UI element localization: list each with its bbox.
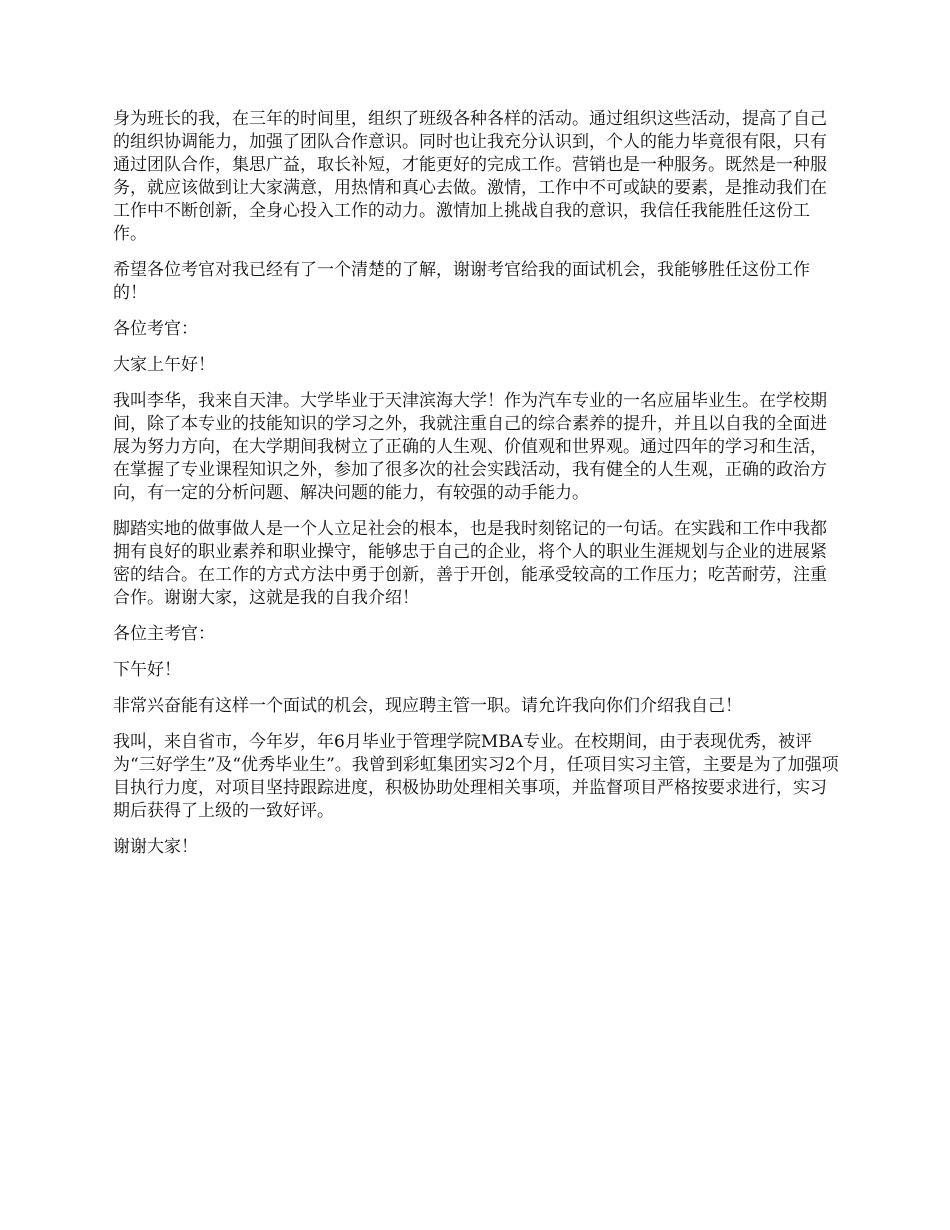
greeting-morning: 大家上午好！ xyxy=(113,355,215,375)
paragraph-self-intro-lihua: 我叫李华，我来自天津。大学毕业于天津滨海大学！作为汽车专业的一名应届毕业生。在学校期间，除了本专业的技能知识的学习之外，我就注重自己的综合素养的提升，并且以自我的全面进展为努力方向，在大学期间我树立了正确的人生观、价值观和世界观。通过四年的学习和生活，在掌握了专业课程知识之外，参加了很多次的社会实践活动，我有健全的人生观，正确的政治方向，有一定的分析问题、解决问题的能力，有较强的动手能力。 xyxy=(113,391,827,503)
closing-thanks: 谢谢大家！ xyxy=(113,837,198,857)
paragraph-hope-examiners: 希望各位考官对我已经有了一个清楚的了解，谢谢考官给我的面试机会，我能够胜任这份工作的！ xyxy=(113,260,810,303)
paragraph-self-intro-mba: 我叫，来自省市，今年岁，年6月毕业于管理学院MBA专业。在校期间，由于表现优秀，被评为“三好学生”及“优秀毕业生”。我曾到彩虹集团实习2个月，任项目实习主管，主要是为了加强项目执行力度，对项目坚持跟踪进度，积极协助处理相关事项，并监督项目严格按要求进行，实习期后获得了上级的一致好评。 xyxy=(113,732,839,821)
paragraph-down-to-earth: 脚踏实地的做事做人是一个人立足社会的根本，也是我时刻铭记的一句话。在实践和工作中我都拥有良好的职业素养和职业操守，能够忠于自己的企业，将个人的职业生涯规划与企业的进展紧密的结合。在工作的方式方法中勇于创新，善于开创，能承受较高的工作压力；吃苦耐劳，注重合作。谢谢大家，这就是我的自我介绍！ xyxy=(113,519,827,608)
paragraph-excited-opportunity: 非常兴奋能有这样一个面试的机会，现应聘主管一职。请允许我向你们介绍我自己！ xyxy=(113,696,742,716)
paragraph-class-monitor: 身为班长的我，在三年的时间里，组织了班级各种各样的活动。通过组织这些活动，提高了自己的组织协调能力，加强了团队合作意识。同时也让我充分认识到，个人的能力毕竟很有限，只有通过团队合作，集思广益，取长补短，才能更好的完成工作。营销也是一种服务。既然是一种服务，就应该做到让大家满意，用热情和真心去做。激情，工作中不可或缺的要素，是推动我们在工作中不断创新，全身心投入工作的动力。激情加上挑战自我的意识，我信任我能胜任这份工作。 xyxy=(113,109,827,244)
document-body xyxy=(113,108,841,872)
greeting-chief-examiners: 各位主考官： xyxy=(113,624,215,644)
greeting-afternoon: 下午好！ xyxy=(113,660,181,680)
greeting-examiners: 各位考官： xyxy=(113,319,198,339)
